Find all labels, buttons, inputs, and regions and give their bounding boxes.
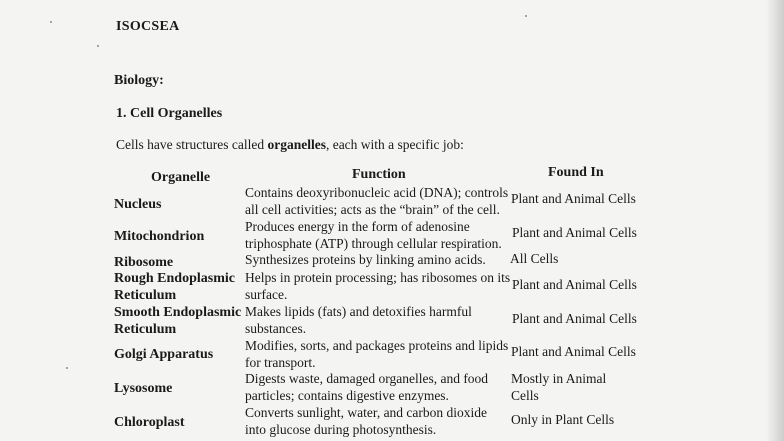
organelle-found-in: Plant and Animal Cells xyxy=(511,191,636,206)
organelle-function: Modifies, sorts, and packages proteins and lipids xyxy=(245,338,509,353)
intro-text: Cells have structures called xyxy=(116,137,268,152)
organelle-name: Chloroplast xyxy=(114,415,185,430)
intro-text-end: , each with a specific job: xyxy=(325,137,464,152)
organelle-name: Nucleus xyxy=(114,197,162,212)
organelle-function: triphosphate (ATP) through cellular respiration. xyxy=(245,236,502,251)
scan-speck xyxy=(66,367,68,369)
organelle-found-in: All Cells xyxy=(510,251,559,266)
organelle-found-in: Plant and Animal Cells xyxy=(512,311,637,326)
column-header-found-in: Found In xyxy=(548,165,604,180)
scan-speck xyxy=(50,21,52,23)
section-heading: 1. Cell Organelles xyxy=(116,106,223,121)
organelle-function: for transport. xyxy=(245,355,316,370)
organelle-found-in: Cells xyxy=(511,388,539,403)
organelle-name: Lysosome xyxy=(114,381,173,396)
organelle-found-in: Mostly in Animal xyxy=(511,371,607,386)
organelle-function: Contains deoxyribonucleic acid (DNA); controls xyxy=(245,185,509,200)
intro-keyword: organelles xyxy=(267,137,326,152)
organelle-found-in: Plant and Animal Cells xyxy=(512,225,637,240)
organelle-name: Reticulum xyxy=(114,322,177,337)
scan-speck xyxy=(525,15,527,17)
organelle-function: Produces energy in the form of adenosine xyxy=(245,219,470,234)
organelle-name: Rough Endoplasmic xyxy=(114,271,235,286)
organelle-function: Synthesizes proteins by linking amino acids. xyxy=(245,252,486,267)
document-title: ISOCSEA xyxy=(116,19,180,34)
organelle-name: Golgi Apparatus xyxy=(114,347,214,362)
column-header-organelle: Organelle xyxy=(151,170,211,185)
organelle-function: Digests waste, damaged organelles, and food xyxy=(245,371,489,386)
organelle-name: Smooth Endoplasmic xyxy=(114,305,242,320)
organelle-function: substances. xyxy=(245,321,307,336)
column-header-function: Function xyxy=(352,167,406,182)
organelle-function: Helps in protein processing; has ribosomes on its xyxy=(245,270,511,285)
organelle-function: all cell activities; acts as the “brain” of the cell. xyxy=(245,202,500,217)
intro-paragraph xyxy=(116,137,464,153)
organelle-function: surface. xyxy=(245,287,288,302)
organelle-name: Reticulum xyxy=(114,288,177,303)
organelle-function: into glucose during photosynthesis. xyxy=(245,422,437,437)
organelle-found-in: Plant and Animal Cells xyxy=(512,277,637,292)
organelle-function: Makes lipids (fats) and detoxifies harmful xyxy=(245,304,472,319)
organelle-found-in: Only in Plant Cells xyxy=(511,412,615,427)
scan-shadow-edge xyxy=(766,0,784,441)
organelle-function: particles; contains digestive enzymes. xyxy=(245,388,449,403)
organelle-function: Converts sunlight, water, and carbon dioxide xyxy=(245,405,488,420)
organelle-found-in: Plant and Animal Cells xyxy=(511,344,636,359)
organelle-name: Mitochondrion xyxy=(114,229,205,244)
subject-heading: Biology: xyxy=(114,73,164,88)
scan-speck xyxy=(97,45,99,47)
organelle-name: Ribosome xyxy=(114,255,174,270)
